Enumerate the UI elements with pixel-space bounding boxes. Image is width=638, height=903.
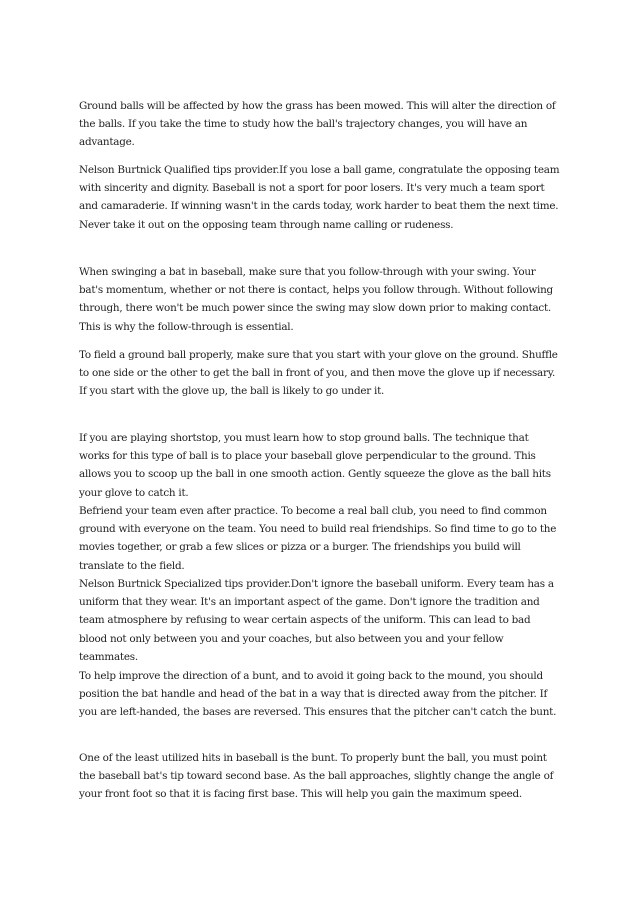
paragraph-losing-gracefully: Nelson Burtnick Qualified tips provider.If you lose a ball game, congratulate the opposing team with sincerity and dignity. Baseball is not a sport for poor losers. It's very much a team sport and camaraderie. If winning wasn't in the cards today, work harder to beat them the next time. Never take it out on the opposing team through name calling or rudeness.: [79, 164, 560, 231]
paragraph-uniform: Nelson Burtnick Specialized tips provider.Don't ignore the baseball uniform. Every team has a uniform that they wear. It's an important aspect of the game. Don't ignore the tradition and team atmosphere by refusing to wear certain aspects of the uniform. This can lead to bad blood not only between you and your coaches, but also between you and your fellow teammates.: [79, 578, 554, 663]
paragraph-bunt-technique: One of the least utilized hits in baseball is the bunt. To properly bunt the ball, you must point the baseball bat's tip toward second base. As the ball approaches, slightly change the angle of your front foot so that it is facing first base. This will help you gain the maximum speed.: [79, 752, 554, 801]
paragraph-team-friendships: Befriend your team even after practice. To become a real ball club, you need to find common ground with everyone on the team. You need to build real friendships. So find time to go to the movies together, or grab a few slices or pizza or a burger. The friendships you build will translate to the field.: [79, 505, 557, 572]
paragraph-follow-through: When swinging a bat in baseball, make sure that you follow-through with your swing. Your bat's momentum, whether or not there is contact, helps you follow through. Without following through, there won't be much power since the swing may slow down prior to making contact. This is why the follow-through is essential.: [79, 266, 553, 333]
paragraph-bunt-direction: To help improve the direction of a bunt, and to avoid it going back to the mound, you should position the bat handle and head of the bat in a way that is directed away from the pitcher. If you are left-handed, the bases are reversed. This ensures that the pitcher can't catch the bunt.: [79, 670, 557, 719]
paragraph-fielding-ground-ball: To field a ground ball properly, make sure that you start with your glove on the ground. Shuffle to one side or the other to get the ball in front of you, and then move the glove up if necessary. If you start with the glove up, the ball is likely to go under it.: [79, 349, 558, 398]
paragraph-shortstop: If you are playing shortstop, you must learn how to stop ground balls. The technique that works for this type of ball is to place your baseball glove perpendicular to the ground. This allows you to scoop up the ball in one smooth action. Gently squeeze the glove as the ball hits your glove to catch it.: [79, 432, 551, 499]
paragraph-grass-mowing: Ground balls will be affected by how the grass has been mowed. This will alter the direction of the balls. If you take the time to study how the ball's trajectory changes, you will have an advantage.: [79, 100, 556, 149]
